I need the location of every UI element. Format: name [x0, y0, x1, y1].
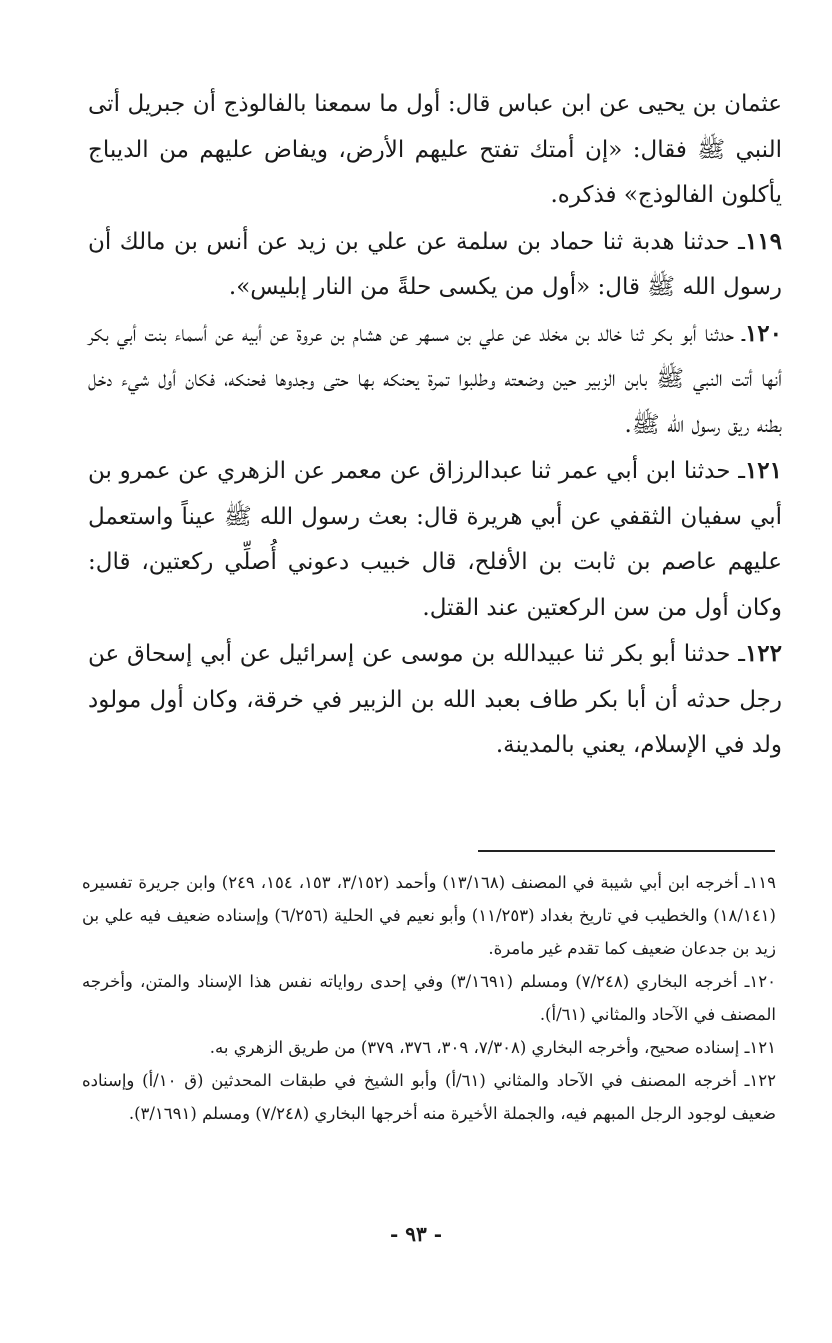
page-number: - ٩٣ -: [389, 1222, 442, 1246]
footnote-120: ١٢٠ـ أخرجه البخاري (٧/٢٤٨) ومسلم (٣/١٦٩١) وفي إحدى رواياته نفس هذا الإسناد والمتن، وأخرجه المصنف في الآحاد والمثاني (٦١/أ).: [82, 972, 776, 1024]
footnote-divider: [478, 850, 775, 852]
hadith-122: [88, 631, 782, 769]
hadith-text: ـ حدثنا أبو بكر ثنا عبيدالله بن موسى عن إسرائيل عن أبي إسحاق عن رجل حدثه أن أبا بكر طاف بعبد الله بن الزبير في خرقة، وكان أول مولود ولد في الإسلام، يعني بالمدينة.: [88, 641, 782, 758]
hadith-number: ١٢١: [744, 457, 782, 484]
footnote-121: ١٢١ـ إسناده صحيح، وأخرجه البخاري (٧/٣٠٨، ٣٠٩، ٣٧٦، ٣٧٩) من طريق الزهري به.: [209, 1038, 776, 1057]
intro-paragraph: عثمان بن يحيى عن ابن عباس قال: أول ما سمعنا بالفالوذج أن جبريل أتى النبي ﷺ فقال: «إن أمتك تفتح عليهم الأرض، ويفاض عليهم من الديباج يأكلون الفالوذج» فذكره.: [88, 91, 782, 208]
hadith-120: [88, 311, 782, 449]
main-text: [88, 82, 782, 769]
hadith-119: [88, 219, 782, 311]
hadith-text: ـ حدثنا أبو بكر ثنا خالد بن مخلد عن علي بن مسهر عن هشام بن عروة عن أبيه عن أسماء بنت أبي بكر أنها أتت النبي ﷺ بابن الزبير حين وضعته وطلبوا تمرة يحنكه بها حتى وجدوها فحنكه، فكان أول شيء دخل بطنه ريق رسول الله ﷺ.: [88, 320, 782, 438]
hadith-121: [88, 448, 782, 631]
hadith-number: ١١٩: [744, 227, 782, 255]
hadith-number: ١٢٢: [744, 640, 782, 667]
hadith-text: ـ حدثنا ابن أبي عمر ثنا عبدالرزاق عن معمر عن الزهري عن عمرو بن أبي سفيان الثقفي عن أبي هريرة قال: بعث رسول الله ﷺ عيناً واستعمل عليهم عاصم بن ثابت بن الأفلح، قال خبيب دعوني أُصلِّي ركعتين، قال: وكان أول من سن الركعتين عند القتل.: [88, 458, 782, 621]
footnote-119: ١١٩ـ أخرجه ابن أبي شيبة في المصنف (١٣/١٦٨) وأحمد (٣/١٥٢، ١٥٣، ١٥٤، ٢٤٩) وابن جريرة تفسيره (١٨/١٤١) والخطيب في تاريخ بغداد (١١/٢٥٣) وأبو نعيم في الحلية (٦/٢٥٦) وإسناده ضعيف فيه علي بن زيد بن جدعان ضعيف كما تقدم غير مامرة.: [82, 873, 777, 958]
hadith-number: ١٢٠: [744, 319, 782, 347]
footnote-122: ١٢٢ـ أخرجه المصنف في الآحاد والمثاني (٦١/أ) وأبو الشيخ في طبقات المحدثين (ق ١٠/أ) وإسناده ضعيف لوجود الرجل المبهم فيه، والجملة الأخيرة منه أخرجها البخاري (٧/٢٤٨) ومسلم (٣/١٦٩١).: [82, 1071, 776, 1123]
hadith-text: ـ حدثنا هدبة ثنا حماد بن سلمة عن علي بن زيد عن أنس بن مالك أن رسول الله ﷺ قال: «أول من يكسى حلةً من النار إبليس».: [88, 228, 782, 300]
footnotes: [82, 866, 776, 1130]
